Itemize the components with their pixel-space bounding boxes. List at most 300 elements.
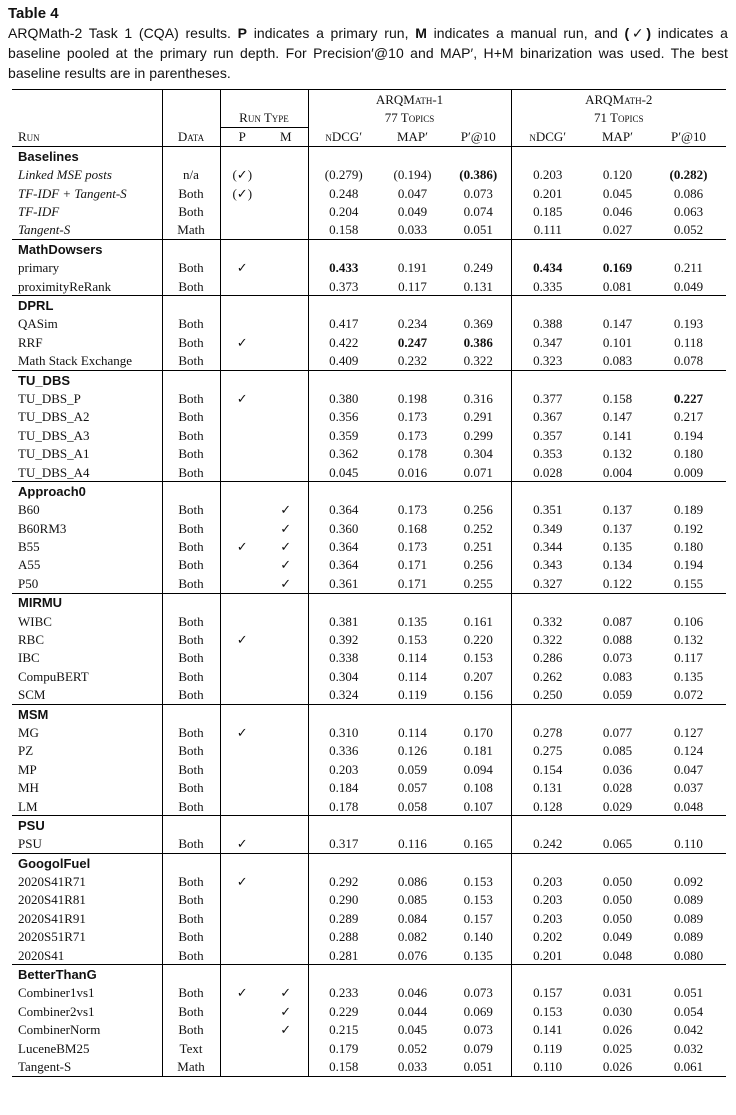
- p10-1-value: 0.161: [463, 613, 493, 629]
- p10-1-value: 0.108: [463, 780, 493, 796]
- table-row: [12, 723, 726, 741]
- ndcg-2-value: 0.111: [511, 221, 584, 240]
- manual-check-cell: [264, 778, 308, 796]
- map-1-value: 0.135: [397, 613, 428, 629]
- p10-1-value: 0.157: [463, 910, 493, 926]
- map-2-value: 0.134: [602, 557, 633, 573]
- primary-check-cell: [220, 277, 264, 296]
- p10-1-value: 0.220: [463, 632, 493, 648]
- ndcg-1-value: 0.248: [308, 184, 379, 202]
- ndcg-1-value: 0.290: [308, 891, 379, 909]
- run-name-cell: LM: [18, 798, 38, 814]
- manual-check-cell: [264, 1039, 308, 1057]
- manual-check-cell: [264, 742, 308, 760]
- p10-2-value: 0.193: [673, 316, 704, 332]
- table-row: [12, 221, 726, 240]
- manual-check-cell: [264, 891, 308, 909]
- p10-2-value: 0.063: [673, 204, 704, 220]
- table-row: [12, 686, 726, 705]
- run-name-cell: PSU: [18, 836, 42, 852]
- p10-1-value: 0.304: [463, 446, 493, 462]
- data-cell: Both: [162, 686, 220, 705]
- run-name-cell: Math Stack Exchange: [18, 353, 133, 369]
- ndcg-2-value: 0.286: [511, 649, 584, 667]
- p10-1-value: 0.252: [463, 520, 493, 536]
- ndcg-1-value: 0.281: [308, 946, 379, 965]
- p10-1-value: 0.140: [463, 929, 493, 945]
- caption-m: M: [415, 25, 427, 41]
- p10-1-value: 0.256: [463, 502, 493, 518]
- map-2-value: 0.132: [602, 446, 633, 462]
- ndcg-2-value: 0.323: [511, 351, 584, 370]
- ndcg-1-value: 0.364: [308, 537, 379, 555]
- table-row: [12, 1057, 726, 1076]
- manual-check-cell: ✓: [280, 985, 292, 1001]
- p10-2-value: 0.194: [673, 427, 704, 443]
- data-column-header: Data: [162, 127, 220, 146]
- data-cell: Both: [162, 742, 220, 760]
- data-cell: Both: [162, 835, 220, 854]
- map-1-value: 0.114: [398, 668, 427, 684]
- map-1-value: 0.173: [397, 427, 428, 443]
- data-cell: Both: [162, 556, 220, 574]
- p10-2-value: 0.051: [673, 985, 704, 1001]
- run-name-cell: MH: [18, 780, 39, 796]
- map-1-value: 0.234: [397, 316, 428, 332]
- map-2-value: 0.135: [602, 539, 633, 555]
- map-2-value: 0.046: [602, 204, 633, 220]
- manual-check-cell: [264, 444, 308, 462]
- run-name-cell: MP: [18, 761, 37, 777]
- ndcg-2-value: 0.128: [511, 797, 584, 816]
- section-header-row: [12, 482, 726, 501]
- map-1-value: 0.084: [397, 910, 428, 926]
- table-row: [12, 501, 726, 519]
- p10-1-value: 0.107: [463, 798, 493, 814]
- table-row: [12, 1039, 726, 1057]
- map-1-value: 0.058: [397, 798, 428, 814]
- p10-2-value: 0.089: [673, 892, 704, 908]
- map-1-value: 0.126: [397, 743, 428, 759]
- primary-check-cell: ✓: [220, 630, 264, 648]
- map-1-value: 0.114: [398, 650, 427, 666]
- p10-2-value: 0.118: [674, 334, 703, 350]
- manual-check-cell: [264, 426, 308, 444]
- table-row: [12, 742, 726, 760]
- primary-check-cell: [220, 556, 264, 574]
- data-cell: Both: [162, 1002, 220, 1020]
- map-1-value: 0.119: [398, 687, 427, 703]
- map-2-value: 0.141: [602, 427, 633, 443]
- map-1-value: 0.171: [397, 557, 428, 573]
- map-2-value: 0.147: [602, 316, 633, 332]
- table-row: [12, 891, 726, 909]
- table-row: [12, 946, 726, 965]
- table-row: [12, 277, 726, 296]
- p10-1-value: 0.251: [463, 539, 493, 555]
- ndcg-2-value: 0.353: [511, 444, 584, 462]
- ndcg-2-value: 0.349: [511, 519, 584, 537]
- map-1-value: 0.173: [397, 409, 428, 425]
- map-1-value: 0.047: [397, 185, 428, 201]
- run-name-cell: B60: [18, 502, 40, 518]
- p10-2-value: 0.194: [673, 557, 704, 573]
- p10-2-value: 0.078: [673, 353, 704, 369]
- table-row: [12, 202, 726, 220]
- table-row: [12, 835, 726, 854]
- section-name: PSU: [12, 816, 162, 835]
- data-cell: Both: [162, 389, 220, 407]
- map-1-value: 0.247: [397, 334, 428, 350]
- ndcg-2-value: 0.335: [511, 277, 584, 296]
- p10-2-value: 0.054: [673, 1003, 704, 1019]
- ndcg-2-value: 0.141: [511, 1021, 584, 1039]
- p10-1-value: 0.071: [463, 464, 493, 480]
- data-cell: Both: [162, 333, 220, 351]
- map-2-value: 0.031: [602, 985, 633, 1001]
- table-row: [12, 519, 726, 537]
- ndcg-1-value: 0.361: [308, 574, 379, 593]
- primary-check-cell: ✓: [220, 537, 264, 555]
- run-name-cell: primary: [18, 260, 60, 276]
- data-cell: Both: [162, 184, 220, 202]
- primary-check-cell: [220, 1021, 264, 1039]
- primary-check-cell: [220, 891, 264, 909]
- data-cell: Both: [162, 667, 220, 685]
- table-row: [12, 1021, 726, 1039]
- p10-1-value: 0.135: [463, 947, 493, 963]
- primary-check-cell: [220, 686, 264, 705]
- table-body: [12, 147, 726, 1077]
- primary-check-cell: [220, 649, 264, 667]
- arqmath1-topics: 77 Topics: [308, 108, 511, 127]
- run-name-cell: SCM: [18, 687, 46, 703]
- run-name-cell: Tangent-S: [12, 1057, 162, 1076]
- p10-2-value: 0.052: [673, 222, 704, 238]
- p10-2-value: 0.086: [673, 185, 704, 201]
- p10-1-value: 0.073: [463, 185, 493, 201]
- primary-check-cell: [220, 519, 264, 537]
- run-name-cell: Linked MSE posts: [18, 167, 112, 183]
- manual-check-cell: ✓: [280, 557, 292, 573]
- ndcg-2-value: 0.201: [511, 946, 584, 965]
- data-cell: Both: [162, 277, 220, 296]
- run-name-cell: proximityReRank: [18, 278, 112, 294]
- map-2-value: 0.088: [602, 632, 633, 648]
- primary-check-cell: [220, 667, 264, 685]
- table-row: [12, 1002, 726, 1020]
- p10-2-value: 0.061: [651, 1057, 726, 1076]
- manual-check-cell: [264, 351, 308, 370]
- ndcg-1-value: 0.360: [308, 519, 379, 537]
- ndcg-1-value: 0.310: [308, 723, 379, 741]
- ndcg-2-value: 0.347: [511, 333, 584, 351]
- run-name-cell: RBC: [18, 632, 45, 648]
- ndcg-1-value: 0.184: [308, 778, 379, 796]
- table-row: [12, 872, 726, 890]
- run-column-header: Run: [12, 127, 162, 146]
- p10-2-value: 0.211: [674, 260, 703, 276]
- data-cell: Both: [162, 778, 220, 796]
- table-row: [12, 612, 726, 630]
- primary-check-cell: [220, 408, 264, 426]
- section-header-row: [12, 240, 726, 259]
- map-1-value: 0.044: [397, 1003, 428, 1019]
- map-2-value: 0.028: [602, 780, 633, 796]
- p10-2-value: 0.117: [674, 650, 703, 666]
- p10-1-value: 0.156: [463, 687, 493, 703]
- primary-check-cell: [220, 351, 264, 370]
- table-row: [12, 630, 726, 648]
- ndcg-2-value: 0.110: [511, 1057, 584, 1076]
- ndcg-2-value: 0.131: [511, 778, 584, 796]
- manual-check-cell: [264, 872, 308, 890]
- table-row: [12, 463, 726, 482]
- p10-1-value: 0.073: [463, 985, 493, 1001]
- p10-1-value: 0.316: [463, 390, 493, 406]
- table-row: [12, 315, 726, 333]
- data-cell: Both: [162, 946, 220, 965]
- m-column-header: M: [264, 127, 308, 146]
- p10-2-value: 0.089: [673, 910, 704, 926]
- p10-2-value: 0.135: [673, 668, 704, 684]
- run-name-cell: 2020S41: [18, 947, 65, 963]
- run-name-cell: 2020S51R71: [18, 929, 86, 945]
- caption-text-3: indicates a manual run, and: [426, 25, 625, 41]
- p10-1-value: 0.131: [463, 278, 493, 294]
- primary-check-cell: ✓: [220, 259, 264, 277]
- primary-check-cell: ✓: [220, 723, 264, 741]
- primary-check-cell: [220, 1002, 264, 1020]
- table-row: [12, 909, 726, 927]
- run-name-cell: IBC: [18, 650, 40, 666]
- map-1-value: 0.168: [397, 520, 428, 536]
- ndcg-2-value: 0.344: [511, 537, 584, 555]
- map-2-value: 0.085: [602, 743, 633, 759]
- data-cell: Both: [162, 872, 220, 890]
- manual-check-cell: [264, 723, 308, 741]
- run-name-cell: MG: [18, 724, 39, 740]
- map-2-value: 0.087: [602, 613, 633, 629]
- ndcg-1-value: 0.233: [308, 984, 379, 1002]
- section-header-row: [12, 593, 726, 612]
- ndcg-2-value: 0.028: [511, 463, 584, 482]
- manual-check-cell: ✓: [280, 1022, 292, 1038]
- manual-check-cell: ✓: [280, 502, 292, 518]
- data-cell: Math: [162, 1057, 220, 1076]
- table-row: [12, 649, 726, 667]
- primary-check-cell: ✓: [220, 984, 264, 1002]
- p10-2-value: 0.180: [673, 446, 704, 462]
- map-header-2: MAP′: [584, 127, 651, 146]
- ndcg-1-value: (0.279): [308, 166, 379, 184]
- primary-check-cell: [220, 742, 264, 760]
- primary-check-cell: [220, 202, 264, 220]
- data-cell: Both: [162, 723, 220, 741]
- ndcg-2-value: 0.275: [511, 742, 584, 760]
- map-2-value: 0.026: [584, 1057, 651, 1076]
- manual-check-cell: [264, 630, 308, 648]
- p10-2-value: 0.155: [673, 575, 704, 591]
- p10-1-value: 0.386: [463, 334, 493, 350]
- primary-check-cell: [220, 221, 264, 240]
- ndcg-2-value: 0.250: [511, 686, 584, 705]
- caption-text-2: indicates a primary run,: [247, 25, 416, 41]
- ndcg-1-value: 0.359: [308, 426, 379, 444]
- run-type-header: Run Type: [220, 108, 308, 127]
- map-1-value: 0.191: [397, 260, 428, 276]
- section-header-row: [12, 370, 726, 389]
- primary-check-cell: [220, 463, 264, 482]
- p10-2-value: 0.180: [673, 539, 704, 555]
- map-2-value: 0.065: [602, 836, 633, 852]
- manual-check-cell: [264, 166, 308, 184]
- map-2-value: 0.158: [602, 390, 633, 406]
- ndcg-1-value: 0.409: [308, 351, 379, 370]
- p10-2-value: 0.072: [673, 687, 704, 703]
- primary-check-cell: [220, 574, 264, 593]
- table-header: [12, 90, 726, 147]
- p10-2-value: 0.032: [673, 1040, 704, 1056]
- table-row: [12, 408, 726, 426]
- section-name: TU_DBS: [12, 370, 162, 389]
- map-2-value: 0.025: [602, 1040, 633, 1056]
- table-caption: [8, 23, 728, 83]
- section-name: MIRMU: [12, 593, 162, 612]
- map-1-value: 0.057: [397, 780, 428, 796]
- run-name-cell: P50: [18, 575, 39, 591]
- p10-2-value: 0.080: [673, 947, 704, 963]
- table-row: [12, 333, 726, 351]
- manual-check-cell: ✓: [280, 539, 292, 555]
- ndcg-1-value: 0.292: [308, 872, 379, 890]
- section-name: Baselines: [12, 147, 162, 166]
- data-cell: Both: [162, 649, 220, 667]
- map-1-value: 0.117: [398, 278, 427, 294]
- primary-check-cell: ✓: [220, 389, 264, 407]
- section-name: MSM: [12, 704, 162, 723]
- map-2-value: 0.045: [602, 185, 633, 201]
- data-cell: Both: [162, 501, 220, 519]
- p10-2-value: 0.092: [673, 874, 704, 890]
- ndcg-1-value: 0.158: [308, 1057, 379, 1076]
- manual-check-cell: [264, 277, 308, 296]
- manual-check-cell: [264, 333, 308, 351]
- ndcg-1-value: 0.045: [308, 463, 379, 482]
- ndcg-1-value: 0.362: [308, 444, 379, 462]
- data-cell: Both: [162, 202, 220, 220]
- table-row: [12, 556, 726, 574]
- run-name-cell: LuceneBM25: [18, 1040, 90, 1056]
- ndcg-2-value: 0.327: [511, 574, 584, 593]
- map-2-value: 0.083: [602, 668, 633, 684]
- data-cell: Both: [162, 928, 220, 946]
- ndcg-2-value: 0.203: [511, 909, 584, 927]
- map-1-value: 0.033: [379, 1057, 446, 1076]
- table-row: [12, 259, 726, 277]
- p10-2-value: 0.110: [674, 836, 703, 852]
- table-row: [12, 778, 726, 796]
- map-1-value: 0.173: [397, 502, 428, 518]
- map-1-value: 0.016: [397, 464, 428, 480]
- manual-check-cell: ✓: [280, 520, 292, 536]
- ndcg-2-value: 0.202: [511, 928, 584, 946]
- map-1-value: 0.232: [397, 353, 428, 369]
- run-name-cell: A55: [18, 557, 41, 573]
- p10-2-value: 0.042: [673, 1022, 704, 1038]
- ndcg-header-2: nDCG′: [511, 127, 584, 146]
- p10-1-value: 0.153: [463, 874, 493, 890]
- manual-check-cell: [264, 667, 308, 685]
- p10-1-value: 0.165: [463, 836, 493, 852]
- table-row: [12, 797, 726, 816]
- data-cell: Both: [162, 463, 220, 482]
- manual-check-cell: [264, 202, 308, 220]
- primary-check-cell: [220, 797, 264, 816]
- manual-check-cell: [264, 463, 308, 482]
- manual-check-cell: [264, 389, 308, 407]
- ndcg-1-value: 0.381: [308, 612, 379, 630]
- p10-2-value: 0.127: [673, 724, 704, 740]
- ndcg-1-value: 0.204: [308, 202, 379, 220]
- p10-1-value: 0.073: [463, 1022, 493, 1038]
- manual-check-cell: [264, 408, 308, 426]
- map-1-value: 0.153: [397, 632, 428, 648]
- manual-check-cell: [264, 835, 308, 854]
- section-name: DPRL: [12, 296, 162, 315]
- manual-check-cell: [264, 797, 308, 816]
- map-2-value: 0.026: [602, 1022, 633, 1038]
- map-2-value: 0.029: [602, 798, 633, 814]
- ndcg-1-value: 0.417: [308, 315, 379, 333]
- primary-check-cell: ✓: [220, 835, 264, 854]
- map-2-value: 0.147: [602, 409, 633, 425]
- run-name-cell: CombinerNorm: [18, 1022, 101, 1038]
- p10-2-value: 0.132: [673, 632, 704, 648]
- map-2-value: 0.081: [602, 278, 633, 294]
- run-name-cell: PZ: [18, 743, 34, 759]
- caption-text-4: indicates a baseline pooled at the primary run depth. For Precision′@10 and MAP′, H+M binarization was used. The best baseline results are in parentheses.: [8, 25, 728, 81]
- p10-1-value: 0.051: [463, 222, 493, 238]
- map-1-value: 0.052: [397, 1040, 428, 1056]
- manual-check-cell: [264, 184, 308, 202]
- primary-check-cell: [220, 1057, 264, 1076]
- p10-2-value: (0.282): [669, 167, 708, 183]
- data-cell: Both: [162, 444, 220, 462]
- primary-check-cell: ✓: [220, 872, 264, 890]
- run-name-cell: Combiner1vs1: [18, 985, 95, 1001]
- data-cell: n/a: [162, 166, 220, 184]
- section-header-row: [12, 854, 726, 873]
- map-2-value: 0.101: [602, 334, 633, 350]
- map-1-value: 0.116: [398, 836, 427, 852]
- p10-2-value: 0.124: [673, 743, 704, 759]
- table-row: [12, 574, 726, 593]
- manual-check-cell: [264, 649, 308, 667]
- ndcg-2-value: 0.185: [511, 202, 584, 220]
- data-cell: Both: [162, 351, 220, 370]
- map-2-value: 0.030: [602, 1003, 633, 1019]
- data-cell: Both: [162, 909, 220, 927]
- data-cell: Both: [162, 537, 220, 555]
- p10-header-1: P′@10: [446, 127, 511, 146]
- map-2-value: 0.050: [602, 874, 633, 890]
- map-2-value: 0.077: [602, 724, 633, 740]
- p10-1-value: 0.094: [463, 761, 493, 777]
- p10-1-value: 0.369: [463, 316, 493, 332]
- map-2-value: 0.049: [602, 929, 633, 945]
- section-name: BetterThanG: [12, 965, 162, 984]
